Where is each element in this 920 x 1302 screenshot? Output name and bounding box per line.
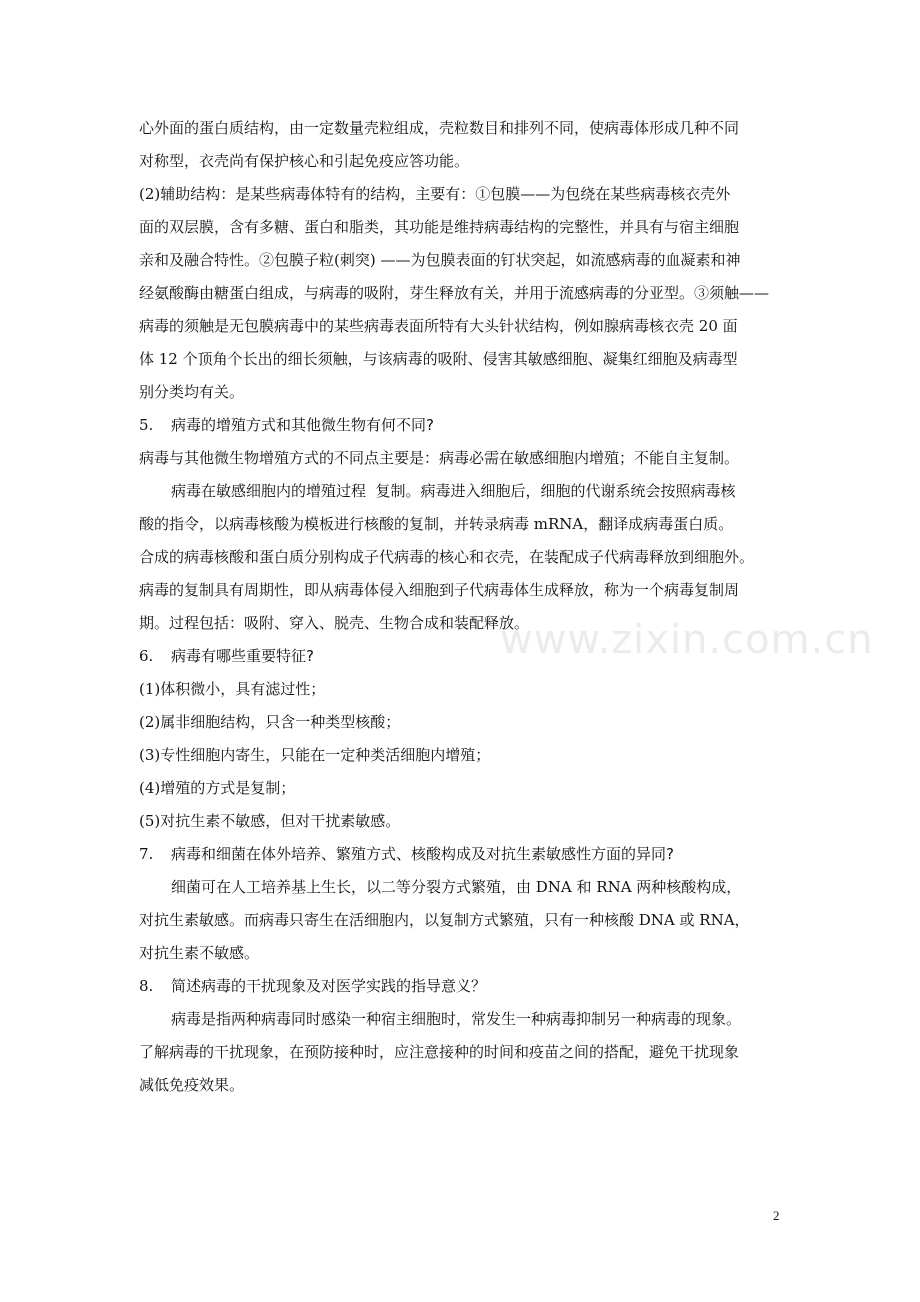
question-6	[139, 640, 791, 838]
paragraph-line: 别分类均有关。	[139, 383, 245, 401]
feature-item: (3)专性细胞内寄生，只能在一定种类活细胞内增殖；	[139, 746, 491, 764]
section-4-continued	[139, 112, 791, 409]
question-heading	[139, 640, 791, 673]
answer-line: 病毒在敏感细胞内的增殖过程 复制。病毒进入细胞后，细胞的代谢系统会按照病毒核	[171, 482, 736, 500]
question-number: 7.	[139, 845, 154, 863]
paragraph-line: 经氨酸酶由糖蛋白组成，与病毒的吸附，芽生释放有关，并用于流感病毒的分亚型。③须触——	[139, 284, 770, 302]
answer-line: 酸的指令，以病毒核酸为模板进行核酸的复制，并转录病毒 mRNA，翻译成病毒蛋白质。	[139, 515, 734, 533]
question-title: 病毒的增殖方式和其他微生物有何不同?	[171, 416, 434, 434]
answer-line: 细菌可在人工培养基上生长，以二等分裂方式繁殖，由 DNA 和 RNA 两种核酸构成，	[171, 878, 742, 896]
answer-line: 减低免疫效果。	[139, 1076, 245, 1094]
question-title: 病毒有哪些重要特征?	[171, 647, 314, 665]
question-title: 简述病毒的干扰现象及对医学实践的指导意义？	[171, 977, 487, 995]
feature-item: (4)增殖的方式是复制；	[139, 779, 296, 797]
paragraph-line: 病毒的须触是无包膜病毒中的某些病毒表面所特有大头针状结构，例如腺病毒核衣壳 20 面	[139, 317, 738, 335]
watermark: www.zixin.com.cn	[500, 617, 874, 663]
answer-line: 病毒是指两种病毒同时感染一种宿主细胞时，常发生一种病毒抑制另一种病毒的现象。	[171, 1010, 742, 1028]
answer-line: 期。过程包括：吸附、穿入、脱壳、生物合成和装配释放。	[139, 614, 530, 632]
paragraph-line: 心外面的蛋白质结构，由一定数量壳粒组成，壳粒数目和排列不同，使病毒体形成几种不同	[139, 119, 740, 137]
answer-line: 病毒的复制具有周期性，即从病毒体侵入细胞到子代病毒体生成释放，称为一个病毒复制周	[139, 581, 740, 599]
question-number: 5.	[139, 416, 154, 434]
feature-item: (2)属非细胞结构，只含一种类型核酸；	[139, 713, 401, 731]
paragraph-line: 面的双层膜，含有多糖、蛋白和脂类，其功能是维持病毒结构的完整性，并具有与宿主细胞	[139, 218, 740, 236]
paragraph-line: 体 12 个顶角个长出的细长须触，与该病毒的吸附、侵害其敏感细胞、凝集红细胞及病毒型	[139, 350, 738, 368]
feature-item: (1)体积微小，具有滤过性；	[139, 680, 326, 698]
page-number: 2	[773, 1208, 780, 1223]
paragraph-line: 对称型，衣壳尚有保护核心和引起免疫应答功能。	[139, 152, 470, 170]
question-number: 8.	[139, 977, 154, 995]
question-7	[139, 838, 791, 970]
question-8	[139, 970, 791, 1102]
paragraph-line: (2)辅助结构：是某些病毒体特有的结构，主要有：①包膜——为包绕在某些病毒核衣壳外	[139, 185, 731, 203]
question-heading	[139, 409, 791, 442]
page-content	[139, 112, 791, 1102]
answer-line: 合成的病毒核酸和蛋白质分别构成子代病毒的核心和衣壳，在装配成子代病毒释放到细胞外。	[139, 548, 755, 566]
answer-line: 了解病毒的干扰现象，在预防接种时，应注意接种的时间和疫苗之间的搭配，避免干扰现象	[139, 1043, 740, 1061]
question-heading	[139, 838, 791, 871]
question-number: 6.	[139, 647, 154, 665]
paragraph-line: 亲和及融合特性。②包膜子粒(刺突) ——为包膜表面的钉状突起，如流感病毒的血凝素和神	[139, 251, 741, 269]
answer-line: 对抗生素不敏感。	[139, 944, 260, 962]
answer-line: 对抗生素敏感。而病毒只寄生在活细胞内，以复制方式繁殖，只有一种核酸 DNA 或 RNA，	[139, 911, 750, 929]
question-heading	[139, 970, 791, 1003]
feature-item: (5)对抗生素不敏感，但对干扰素敏感。	[139, 812, 401, 830]
answer-line: 病毒与其他微生物增殖方式的不同点主要是：病毒必需在敏感细胞内增殖；不能自主复制。	[139, 449, 740, 467]
question-5	[139, 409, 791, 640]
question-title: 病毒和细菌在体外培养、繁殖方式、核酸构成及对抗生素敏感性方面的异同?	[171, 845, 674, 863]
